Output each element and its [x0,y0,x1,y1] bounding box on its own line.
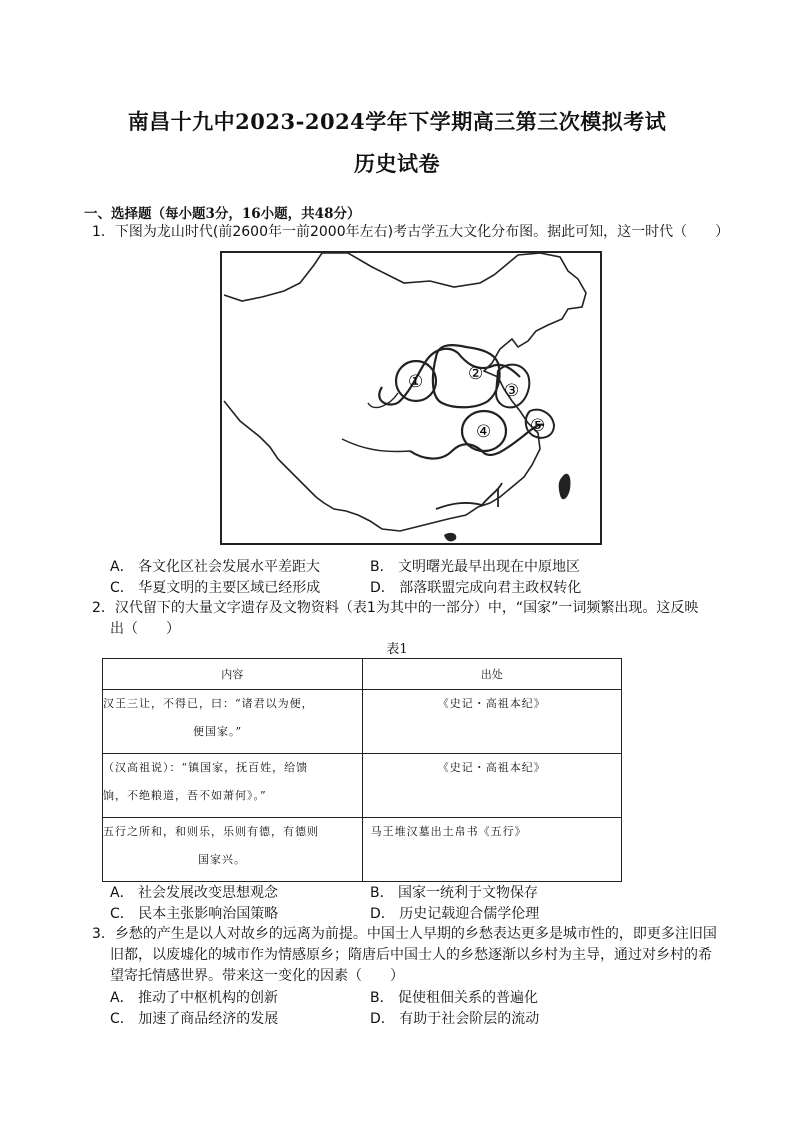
q1-option-d[interactable]: D． 部落联盟完成向君主政权转化 [370,580,582,596]
hainan-island [444,533,456,541]
question-1-stem: 1．下图为龙山时代(前2600年一前2000年左右)考古学五大文化分布图。据此可知，这一时代（ ） [92,224,730,240]
source-table [102,658,622,882]
row1-content-line1: 汉王三让，不得已，曰：“诸君以为便， [103,697,314,710]
q2-option-c[interactable]: C． 民本主张影响治国策略 [110,906,279,922]
table-row [103,690,622,754]
exam-title: 南昌十九中2023-2024学年下学期高三第三次模拟考试 [127,109,667,134]
table-row [103,754,622,818]
question-2-stem-line2: 出（ ） [110,621,180,637]
q3-option-d[interactable]: D． 有助于社会阶层的流动 [370,1011,540,1027]
table-cell-content [103,754,363,818]
q2-option-d[interactable]: D． 历史记载迎合儒学伦理 [370,906,540,922]
map-drawing [222,253,600,543]
taiwan-island [559,474,571,499]
map-outline [224,253,586,531]
row1-content-line2: 便国家。” [193,725,243,738]
row3-content-line1: 五行之所和，和则乐，乐则有德，有德则 [103,825,319,838]
row2-content-line2: 饷，不绝粮道，吾不如萧何》。” [103,789,267,802]
table-header-row [103,659,622,690]
q1-option-a[interactable]: A． 各文化区社会发展水平差距大 [110,559,321,575]
pearl-river [436,483,502,509]
section-heading: 一、选择题（每小题3分，16小题，共48分） [84,206,361,222]
q2-option-a[interactable]: A． 社会发展改变思想观念 [110,885,279,901]
table-row [103,818,622,882]
map-marker-1: ① [408,372,424,392]
question-3-stem-line3: 望寄托情感世界。带来这一变化的因素（ ） [110,968,404,984]
table-cell-source: 马王堆汉墓出土帛书《五行》 [362,818,621,882]
map-marker-3: ③ [504,381,520,401]
q3-option-b[interactable]: B． 促使租佃关系的普遍化 [370,990,539,1006]
q3-option-c[interactable]: C． 加速了商品经济的发展 [110,1011,279,1027]
table-cell-source: 《史记・高祖本纪》 [362,754,621,818]
question-3-stem-line2: 旧都，以废墟化的城市作为情感原乡；隋唐后中国士人的乡愁逐渐以乡村为主导，通过对乡村的希 [110,947,712,963]
table-cell-content [103,690,363,754]
question-2-stem-line1: 2．汉代留下的大量文字遗存及文物资料（表1为其中的一部分）中，“国家”一词频繁出现。这反映 [92,600,699,616]
table-header-source: 出处 [362,659,621,690]
row3-content-line2: 国家兴。 [198,853,246,866]
culture-region-2 [433,345,500,407]
table-cell-source: 《史记・高祖本纪》 [362,690,621,754]
row2-content-line1: （汉高祖说）：“镇国家，抚百姓，给馈 [103,761,309,774]
question-3-stem-line1: 3．乡愁的产生是以人对故乡的远离为前提。中国士人早期的乡愁表达更多是城市性的，即更多注旧国 [92,926,717,942]
q2-option-b[interactable]: B． 国家一统利于文物保存 [370,885,539,901]
river-south [342,439,410,452]
exam-subtitle: 历史试卷 [354,151,440,176]
table-header-content: 内容 [103,659,363,690]
q1-option-c[interactable]: C． 华夏文明的主要区域已经形成 [110,580,321,596]
map-marker-5: ⑤ [530,416,546,436]
map-marker-2: ② [468,364,484,384]
map-marker-4: ④ [476,422,492,442]
q3-option-a[interactable]: A． 推动了中枢机构的创新 [110,990,279,1006]
table-caption: 表1 [386,642,408,657]
table-cell-content [103,818,363,882]
culture-distribution-map [220,251,602,545]
q1-option-b[interactable]: B． 文明曙光最早出现在中原地区 [370,559,581,575]
